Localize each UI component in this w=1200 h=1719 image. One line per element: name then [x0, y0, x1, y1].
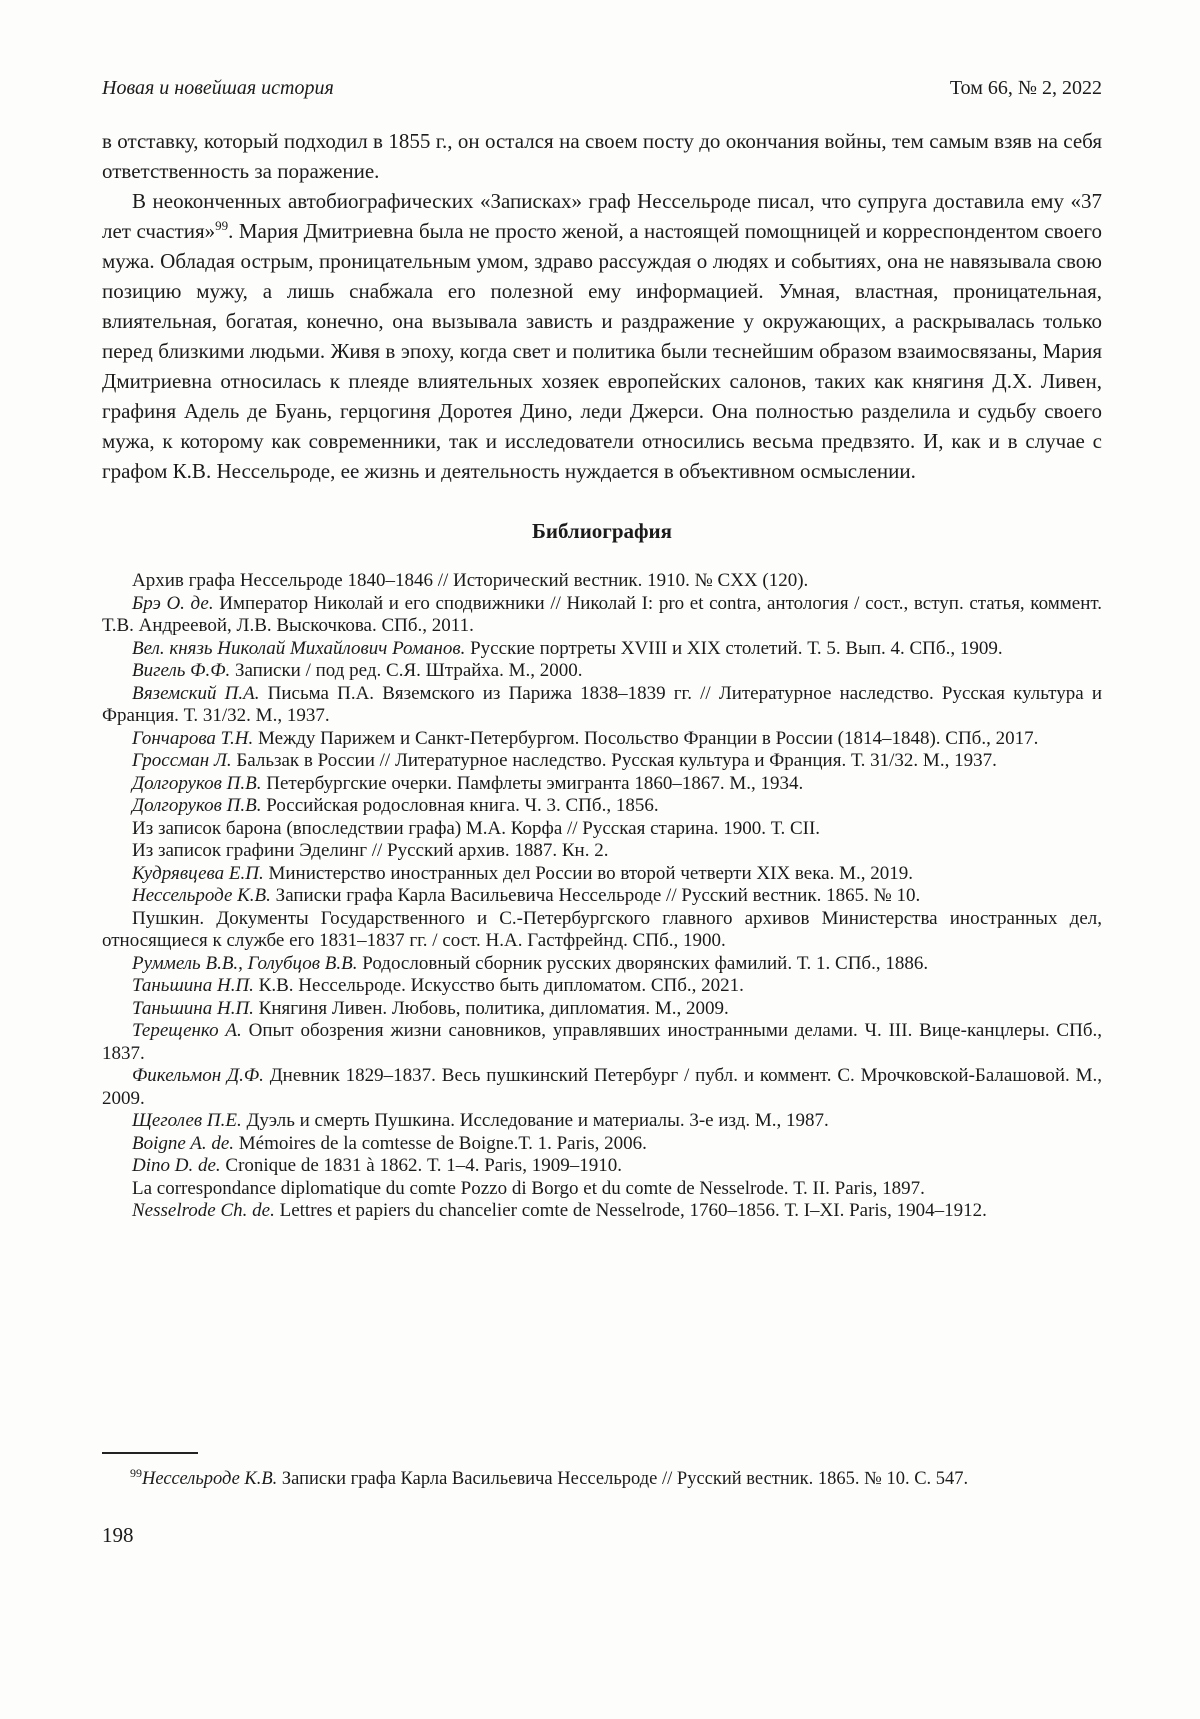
bibliography-entry	[102, 1133, 1102, 1156]
page-number: 198	[102, 1523, 134, 1547]
entry-author: Долгоруков П.В.	[132, 795, 262, 816]
entry-text: Княгиня Ливен. Любовь, политика, дипломатия. М., 2009.	[253, 997, 729, 1019]
entry-text: Mémoires de la comtesse de Boigne.Т. 1. Paris, 2006.	[234, 1132, 647, 1154]
issue-info: Том 66, № 2, 2022	[949, 77, 1102, 99]
entry-text: Записки / под ред. С.Я. Штрайха. М., 2000.	[230, 660, 583, 681]
entry-author: Щеголев П.Е.	[132, 1110, 242, 1131]
bibliography-entry	[102, 683, 1102, 728]
footnote-reference: 99	[215, 218, 229, 233]
bibliography-entry	[102, 998, 1102, 1021]
bibliography-list	[102, 570, 1102, 1223]
footnote	[102, 1466, 1102, 1493]
entry-author: Вяземский П.А.	[132, 682, 260, 704]
entry-author: Вел. князь Николай Михайлович Романов.	[132, 637, 466, 659]
entry-author: Nesselrode Ch. de.	[132, 1200, 275, 1221]
entry-author: Таньшина Н.П.	[132, 975, 254, 996]
entry-text: Бальзак в России // Литературное наследство. Русская культура и Франция. Т. 31/32. М., 1937.	[231, 750, 997, 771]
bibliography-entry	[102, 908, 1102, 953]
bibliography-entry	[102, 593, 1102, 638]
entry-text: Из записок барона (впоследствии графа) М.А. Корфа // Русская старина. 1900. Т. CII.	[132, 817, 821, 839]
entry-text: Опыт обозрения жизни сановников, управлявших иностранными делами. Ч. III. Вице-канцлеры. СПб., 1837.	[102, 1020, 1102, 1064]
entry-author: Фикельмон Д.Ф.	[132, 1065, 264, 1086]
bibliography-entry	[102, 975, 1102, 998]
entry-author: Boigne A. de.	[132, 1132, 235, 1154]
entry-author: Гончарова Т.Н.	[132, 727, 254, 749]
entry-text: Пушкин. Документы Государственного и С.-Петербургского главного архивов Министерства иностранных дел, относящиеся к службе его 1831–1837 гг. / сост. Н.А. Гастфрейнд. СПб., 1900.	[102, 907, 1102, 951]
entry-text: Письма П.А. Вяземского из Парижа 1838–1839 гг. // Литературное наследство. Русская культура и Франция. Т. 31/32. М., 1937.	[102, 682, 1102, 726]
bibliography-entry	[102, 863, 1102, 886]
entry-text: Lettres et papiers du chancelier comte de Nesselrode, 1760–1856. Т. I–XI. Paris, 1904–1912.	[274, 1200, 987, 1221]
entry-author: Кудрявцева Е.П.	[132, 862, 264, 884]
bibliography-entry	[102, 885, 1102, 908]
entry-text: Архив графа Нессельроде 1840–1846 // Исторический вестник. 1910. № CXX (120).	[132, 570, 809, 591]
entry-text: Между Парижем и Санкт-Петербургом. Посольство Франции в России (1814–1848). СПб., 2017.	[253, 727, 1039, 749]
bibliography-entry	[102, 570, 1102, 593]
footnote-number: 99	[130, 1465, 142, 1480]
entry-author: Гроссман Л.	[132, 750, 232, 771]
journal-title: Новая и новейшая история	[102, 77, 334, 99]
footnote-text: Записки графа Карла Васильевича Нессельроде // Русский вестник. 1865. № 10. С. 547.	[277, 1469, 969, 1489]
entry-author: Брэ О. де.	[132, 592, 214, 614]
bibliography-entry	[102, 1065, 1102, 1110]
entry-author: Вигель Ф.Ф.	[132, 660, 231, 681]
bibliography-entry	[102, 953, 1102, 976]
entry-text: К.В. Нессельроде. Искусство быть дипломатом. СПб., 2021.	[253, 975, 744, 996]
bibliography-entry	[102, 750, 1102, 773]
bibliography-entry	[102, 795, 1102, 818]
page-footer	[102, 1452, 1102, 1547]
paragraph-continuation: в отставку, который подходил в 1855 г., он остался на своем посту до окончания войны, тем самым взяв на себя ответственность за поражение.	[102, 129, 1102, 183]
entry-author: Терещенко А.	[132, 1020, 242, 1041]
entry-author: Нессельроде К.В.	[132, 885, 271, 906]
entry-text: Российская родословная книга. Ч. 3. СПб., 1856.	[261, 795, 659, 816]
footnote-author: Нессельроде К.В.	[142, 1469, 278, 1489]
entry-text: Записки графа Карла Васильевича Нессельроде // Русский вестник. 1865. № 10.	[270, 885, 921, 906]
entry-text: Родословный сборник русских дворянских фамилий. Т. 1. СПб., 1886.	[357, 952, 929, 974]
bibliography-entry	[102, 1155, 1102, 1178]
bibliography-entry	[102, 728, 1102, 751]
running-head	[102, 76, 1102, 100]
bibliography-entry	[102, 1020, 1102, 1065]
entry-text: Министерство иностранных дел России во второй четверти XIX века. М., 2019.	[263, 862, 913, 884]
bibliography-heading: Библиография	[531, 519, 673, 543]
entry-text: Из записок графини Эделинг // Русский архив. 1887. Кн. 2.	[132, 840, 609, 861]
entry-author: Dino D. de.	[132, 1155, 221, 1176]
entry-text: Дневник 1829–1837. Весь пушкинский Петербург / публ. и коммент. С. Мрочковской-Балашовой. М., 2009.	[102, 1065, 1102, 1109]
article-body	[102, 126, 1102, 1223]
entry-text: Русские портреты XVIII и XIX столетий. Т. 5. Вып. 4. СПб., 1909.	[465, 637, 1003, 659]
entry-text: Cronique de 1831 à 1862. Т. 1–4. Paris, 1909–1910.	[220, 1155, 622, 1176]
entry-text: Император Николай и его сподвижники // Николай I: pro et contra, антология / сост., вступ. статья, коммент. Т.В. Андреевой, Л.В. Выскочкова. СПб., 2011.	[102, 592, 1102, 636]
paragraph	[102, 186, 1102, 486]
entry-text: Дуэль и смерть Пушкина. Исследование и материалы. 3-е изд. М., 1987.	[241, 1110, 829, 1131]
bibliography-entry	[102, 840, 1102, 863]
bibliography-entry	[102, 660, 1102, 683]
entry-author: Руммель В.В., Голубцов В.В.	[132, 952, 358, 974]
bibliography-entry	[102, 1200, 1102, 1223]
bibliography-entry	[102, 1110, 1102, 1133]
footnote-rule	[102, 1452, 198, 1454]
bibliography-entry	[102, 818, 1102, 841]
entry-author: Таньшина Н.П.	[132, 997, 254, 1019]
paragraph-text: . Мария Дмитриевна была не просто женой, а настоящей помощницей и корреспондентом своего мужа. Обладая острым, проницательным умом, здраво рассуждая о людях и событиях, она не навязывала свою позицию мужу, а лишь снабжала его полезной ему информацией. Умная, властная, проницательная, влиятельная, богатая, конечно, она вызывала зависть и раздражение у окружающих, а раскрывалась только перед близкими людьми. Живя в эпоху, когда свет и политика были теснейшим образом взаимосвязаны, Мария Дмитриевна относилась к плеяде влиятельных хозяек европейских салонов, таких как княгиня Д.Х. Ливен, графиня Адель де Буань, герцогиня Доротея Дино, леди Джерси. Она полностью разделила и судьбу своего мужа, к которому как современники, так и исследователи относились весьма предвзято. И, как и в случае с графом К.В. Нессельроде, ее жизнь и деятельность нуждается в объективном осмыслении.	[102, 219, 1102, 483]
bibliography-entry	[102, 1178, 1102, 1201]
paragraph-text: В неоконченных автобиографических «Записках» граф Нессельроде писал, что супруга доставила ему «37 лет счастия»	[102, 189, 1102, 243]
entry-text: La correspondance diplomatique du comte Pozzo di Borgo et du comte de Nesselrode. Т. II. Paris, 1897.	[132, 1177, 925, 1199]
bibliography-entry	[102, 638, 1102, 661]
entry-author: Долгоруков П.В.	[132, 772, 262, 794]
bibliography-entry	[102, 773, 1102, 796]
entry-text: Петербургские очерки. Памфлеты эмигранта 1860–1867. М., 1934.	[261, 772, 804, 794]
